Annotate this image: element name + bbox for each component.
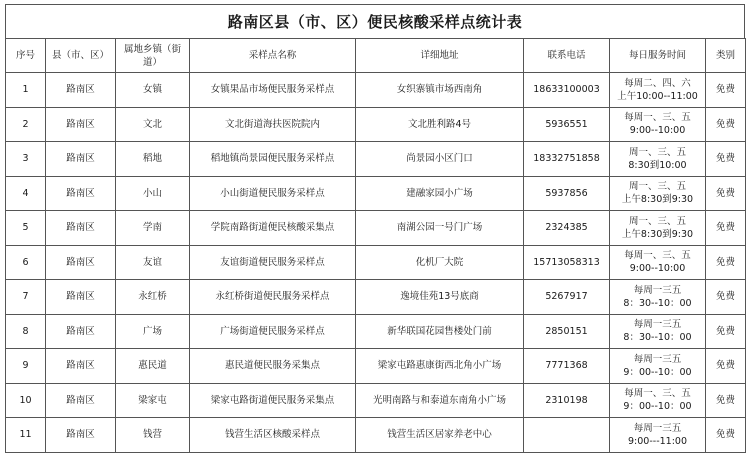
cell-no: 2 (6, 107, 46, 142)
cell-type: 免费 (706, 418, 746, 453)
cell-time: 每周一、三、五 9:00--10:00 (610, 107, 706, 142)
sampling-points-table (5, 38, 746, 453)
cell-type: 免费 (706, 142, 746, 177)
cell-type: 免费 (706, 349, 746, 384)
header-row (6, 39, 746, 73)
cell-town: 小山 (116, 176, 190, 211)
cell-address: 文北胜利路4号 (356, 107, 524, 142)
header-no: 序号 (6, 39, 46, 73)
cell-site: 永红桥街道便民服务采样点 (190, 280, 356, 315)
header-type: 类别 (706, 39, 746, 73)
cell-phone: 2850151 (524, 314, 610, 349)
cell-site: 梁家屯路街道便民服务采集点 (190, 383, 356, 418)
cell-phone: 2310198 (524, 383, 610, 418)
cell-no: 7 (6, 280, 46, 315)
cell-no: 10 (6, 383, 46, 418)
cell-no: 6 (6, 245, 46, 280)
cell-time: 每周一三五 9：00--10：00 (610, 349, 706, 384)
cell-address: 逸境佳苑13号底商 (356, 280, 524, 315)
cell-address: 梁家屯路惠康街西北角小广场 (356, 349, 524, 384)
cell-time: 每周二、四、六 上午10:00--11:00 (610, 73, 706, 108)
cell-no: 11 (6, 418, 46, 453)
cell-time: 每周一、三、五 9:00--10:00 (610, 245, 706, 280)
cell-address: 建融家园小广场 (356, 176, 524, 211)
cell-type: 免费 (706, 73, 746, 108)
cell-address: 女织寨镇市场西南角 (356, 73, 524, 108)
table-row (6, 245, 746, 280)
cell-county: 路南区 (46, 245, 116, 280)
cell-time: 每周一三五 8：30--10：00 (610, 314, 706, 349)
cell-site: 广场街道便民服务采样点 (190, 314, 356, 349)
cell-address: 化机厂大院 (356, 245, 524, 280)
cell-no: 8 (6, 314, 46, 349)
cell-time: 每周一三五 9:00---11:00 (610, 418, 706, 453)
cell-county: 路南区 (46, 418, 116, 453)
cell-county: 路南区 (46, 176, 116, 211)
table-row (6, 383, 746, 418)
cell-county: 路南区 (46, 383, 116, 418)
table-row (6, 211, 746, 246)
cell-county: 路南区 (46, 107, 116, 142)
cell-town: 钱营 (116, 418, 190, 453)
cell-type: 免费 (706, 211, 746, 246)
cell-site: 学院南路街道便民核酸采集点 (190, 211, 356, 246)
cell-county: 路南区 (46, 314, 116, 349)
table-row (6, 107, 746, 142)
sheet-title: 路南区县（市、区）便民核酸采样点统计表 (5, 4, 745, 38)
cell-phone: 7771368 (524, 349, 610, 384)
cell-phone: 15713058313 (524, 245, 610, 280)
table-row (6, 418, 746, 453)
table-row (6, 142, 746, 177)
cell-time: 每周一三五 8：30--10：00 (610, 280, 706, 315)
table-row (6, 314, 746, 349)
cell-address: 光明南路与和泰道东南角小广场 (356, 383, 524, 418)
cell-town: 梁家屯 (116, 383, 190, 418)
cell-site: 钱营生活区核酸采样点 (190, 418, 356, 453)
table-row (6, 73, 746, 108)
cell-address: 钱营生活区居家养老中心 (356, 418, 524, 453)
header-town: 属地乡镇（街道） (116, 39, 190, 73)
cell-no: 1 (6, 73, 46, 108)
cell-type: 免费 (706, 245, 746, 280)
header-address: 详细地址 (356, 39, 524, 73)
cell-town: 惠民道 (116, 349, 190, 384)
cell-site: 惠民道便民服务采集点 (190, 349, 356, 384)
cell-phone: 5936551 (524, 107, 610, 142)
cell-site: 友谊街道便民服务采样点 (190, 245, 356, 280)
cell-town: 女镇 (116, 73, 190, 108)
cell-time: 每周一、三、五 9：00--10：00 (610, 383, 706, 418)
table-row (6, 176, 746, 211)
cell-phone (524, 418, 610, 453)
cell-phone: 5267917 (524, 280, 610, 315)
cell-no: 4 (6, 176, 46, 211)
cell-town: 友谊 (116, 245, 190, 280)
statistics-sheet (5, 4, 745, 453)
cell-no: 5 (6, 211, 46, 246)
cell-county: 路南区 (46, 280, 116, 315)
cell-address: 尚景园小区门口 (356, 142, 524, 177)
cell-time: 周一、三、五 上午8:30到9:30 (610, 211, 706, 246)
cell-county: 路南区 (46, 349, 116, 384)
cell-no: 3 (6, 142, 46, 177)
cell-town: 稻地 (116, 142, 190, 177)
cell-time: 周一、三、五 8:30到10:00 (610, 142, 706, 177)
table-row (6, 349, 746, 384)
table-row (6, 280, 746, 315)
cell-town: 永红桥 (116, 280, 190, 315)
cell-time: 周一、三、五 上午8:30到9:30 (610, 176, 706, 211)
cell-site: 文北街道海扶医院院内 (190, 107, 356, 142)
header-phone: 联系电话 (524, 39, 610, 73)
header-site: 采样点名称 (190, 39, 356, 73)
cell-site: 稻地镇尚景园便民服务采样点 (190, 142, 356, 177)
cell-address: 南湖公园一号门广场 (356, 211, 524, 246)
cell-site: 女镇果品市场便民服务采样点 (190, 73, 356, 108)
cell-phone: 18332751858 (524, 142, 610, 177)
cell-type: 免费 (706, 314, 746, 349)
cell-type: 免费 (706, 280, 746, 315)
cell-type: 免费 (706, 107, 746, 142)
cell-type: 免费 (706, 383, 746, 418)
cell-phone: 2324385 (524, 211, 610, 246)
cell-county: 路南区 (46, 73, 116, 108)
cell-phone: 5937856 (524, 176, 610, 211)
cell-town: 文北 (116, 107, 190, 142)
header-time: 每日服务时间 (610, 39, 706, 73)
cell-type: 免费 (706, 176, 746, 211)
cell-town: 广场 (116, 314, 190, 349)
cell-county: 路南区 (46, 142, 116, 177)
cell-county: 路南区 (46, 211, 116, 246)
header-county: 县（市、区） (46, 39, 116, 73)
cell-address: 新华联国花园售楼处门前 (356, 314, 524, 349)
cell-no: 9 (6, 349, 46, 384)
cell-site: 小山街道便民服务采样点 (190, 176, 356, 211)
cell-town: 学南 (116, 211, 190, 246)
cell-phone: 18633100003 (524, 73, 610, 108)
